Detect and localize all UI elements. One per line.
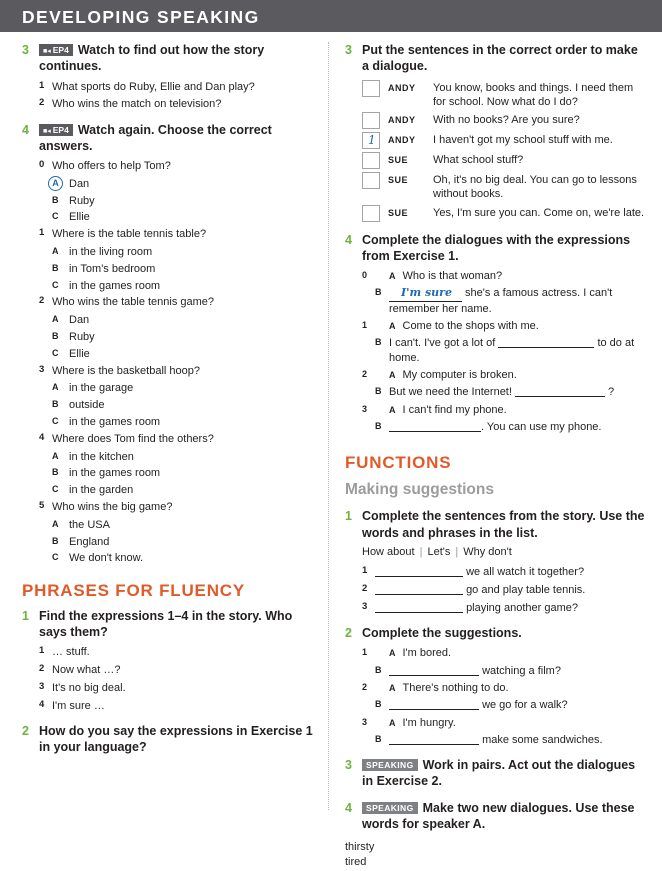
speaker-name: ANDY	[388, 82, 416, 93]
answer-option-selected[interactable]: A Dan	[39, 177, 317, 191]
order-box[interactable]	[362, 112, 380, 129]
answer-option[interactable]: B England	[52, 535, 110, 548]
answer-blank[interactable]	[375, 583, 463, 595]
exercise-3-watch	[22, 42, 317, 112]
exercise-1-functions	[345, 508, 645, 615]
answer-blank[interactable]	[389, 664, 479, 676]
answer-option[interactable]: B Ruby	[52, 331, 95, 344]
gap-sentence: 2 go and play table tennis.	[362, 582, 586, 596]
word-item: thirsty	[345, 841, 375, 854]
speaker-name: ANDY	[388, 135, 416, 146]
exercise-instruction: Put the sentences in the correct order to make a dialogue.	[362, 43, 638, 74]
speaker-name: SUE	[388, 207, 409, 218]
dialogue-text: Yes, I'm sure you can. Come on, we're late.	[433, 206, 645, 219]
section-heading-functions: FUNCTIONS	[345, 453, 452, 473]
left-column	[22, 42, 317, 766]
question-item: 3 Where is the basketball hoop?	[39, 363, 200, 377]
dialogue-ordering	[362, 80, 645, 222]
dialogue-text: I haven't got my school stuff with me.	[433, 134, 613, 147]
exercise-3-order	[345, 42, 645, 222]
answer-option[interactable]: A in the kitchen	[52, 450, 134, 463]
dialogue-b-line: B make some sandwiches.	[375, 733, 603, 746]
dialogue-line	[362, 80, 645, 110]
expression-item: 1 … stuff.	[39, 645, 90, 659]
speaker-name: SUE	[388, 175, 409, 186]
exercise-instruction: SPEAKING Work in pairs. Act out the dialogues in Exercise 2.	[362, 758, 636, 789]
dialogue-line	[362, 172, 645, 202]
word-option: Let's	[427, 545, 451, 558]
exercise-number: 1	[22, 608, 29, 623]
video-episode-badge[interactable]: ■◂ EP4	[39, 44, 73, 56]
answer-option[interactable]: C Ellie	[52, 347, 90, 360]
expression-item: 3 It's no big deal.	[39, 680, 126, 694]
dialogue-a-line: 0 A Who is that woman?	[362, 270, 503, 283]
question-item: 5 Who wins the big game?	[39, 500, 173, 514]
answer-blank[interactable]	[515, 385, 605, 397]
dialogue-b-line: B I can't. I've got a lot of to do at home.	[375, 337, 635, 364]
exercise-instruction: ■◂ EP4 Watch to find out how the story continues.	[39, 43, 265, 74]
question-item: 1 Where is the table tennis table?	[39, 227, 207, 241]
answer-option[interactable]: A in the garage	[52, 382, 134, 395]
speaker-name: SUE	[388, 155, 409, 166]
answer-option[interactable]: C We don't know.	[52, 552, 144, 565]
word-list: How about | Let's | Why don't	[362, 545, 512, 558]
exercise-number: 2	[345, 626, 352, 641]
dialogue-line	[362, 205, 645, 222]
exercise-4-choose	[22, 122, 317, 566]
answer-option[interactable]: A in the living room	[52, 246, 153, 259]
dialogue-a-line: 2 A My computer is broken.	[362, 368, 517, 381]
order-box[interactable]	[362, 80, 380, 97]
column-divider	[328, 42, 329, 810]
exercise-number: 2	[22, 724, 29, 738]
exercise-number: 3	[22, 43, 29, 57]
banner-title: DEVELOPING SPEAKING	[22, 7, 260, 27]
answer-option[interactable]: C in the games room	[52, 279, 161, 292]
exercise-instruction: Find the expressions 1–4 in the story. Who says them?	[39, 608, 293, 640]
gap-sentence: 1 we all watch it together?	[362, 565, 585, 579]
speaker-a-word-list	[345, 840, 645, 870]
order-box[interactable]	[362, 205, 380, 222]
speaking-badge: SPEAKING	[362, 802, 418, 814]
exercise-3-speaking	[345, 757, 645, 790]
dialogue-b-line: B . You can use my phone.	[375, 420, 602, 433]
dialogue-a-line: 3 A I'm hungry.	[362, 716, 456, 729]
speaking-badge: SPEAKING	[362, 759, 418, 771]
dialogue-a-line: 1 A I'm bored.	[362, 647, 452, 660]
exercise-4-complete-dialogues	[345, 232, 645, 434]
selected-circle-mark: A	[48, 176, 63, 191]
answer-option[interactable]: B in the games room	[52, 467, 161, 480]
dialogue-b-line: B we go for a walk?	[375, 699, 568, 712]
section-heading-phrases: PHRASES FOR FLUENCY	[22, 580, 245, 600]
dialogue-a-line: 3 A I can't find my phone.	[362, 403, 507, 416]
exercise-4-speaking	[345, 800, 645, 833]
video-camera-icon: ■◂	[43, 127, 51, 135]
answer-option[interactable]: C Ellie	[52, 211, 90, 224]
dialogue-text: What school stuff?	[433, 154, 524, 167]
dialogue-gap-list	[362, 269, 645, 434]
exercise-1-phrases	[22, 608, 317, 713]
expression-item: 4 I'm sure …	[39, 698, 105, 712]
exercise-instruction: ■◂ EP4 Watch again. Choose the correct answers.	[39, 122, 272, 153]
speaker-name: ANDY	[388, 115, 416, 126]
exercise-number: 4	[22, 122, 29, 137]
exercise-2-suggestions	[345, 625, 645, 747]
word-item: tired	[345, 856, 367, 869]
answer-option[interactable]: A Dan	[52, 314, 90, 327]
answer-option[interactable]: C in the garden	[52, 484, 134, 497]
dialogue-b-line: B watching a film?	[375, 664, 561, 677]
exercise-instruction: SPEAKING Make two new dialogues. Use these words for speaker A.	[362, 800, 635, 831]
right-column	[345, 42, 645, 871]
dialogue-b-line: B I'm sure she's a famous actress. I can't remember her name.	[375, 286, 613, 315]
order-box-filled[interactable]	[362, 132, 380, 149]
order-box[interactable]	[362, 152, 380, 169]
word-option: Why don't	[463, 545, 512, 558]
answer-option[interactable]: A the USA	[52, 518, 110, 531]
dialogue-line	[362, 152, 645, 169]
multiple-choice-list	[39, 159, 317, 566]
exercise-instruction: Complete the suggestions.	[362, 626, 522, 641]
subsection-heading: Making suggestions	[345, 481, 494, 499]
exercise-2-phrases	[22, 723, 317, 756]
expression-item: 2 Now what …?	[39, 663, 121, 677]
answer-blank[interactable]	[498, 336, 594, 348]
question-item: 2 Who wins the table tennis game?	[39, 295, 215, 309]
answer-option[interactable]: B Ruby	[52, 194, 95, 207]
expression-list	[39, 645, 317, 713]
answer-blank[interactable]	[389, 420, 481, 432]
question-item: 4 Where does Tom find the others?	[39, 431, 214, 445]
exercise-number: 1	[345, 509, 352, 524]
dialogue-a-line: 1 A Come to the shops with me.	[362, 320, 539, 333]
exercise-instruction: Complete the sentences from the story. Use the words and phrases in the list.	[362, 509, 645, 540]
exercise-instruction: How do you say the expressions in Exercise 1 in your language?	[39, 724, 313, 755]
question-item: 0 Who offers to help Tom?	[39, 159, 171, 173]
answer-blank[interactable]	[375, 565, 463, 577]
question-list	[39, 80, 317, 112]
answer-option[interactable]: B outside	[52, 399, 105, 412]
page-banner	[0, 0, 662, 32]
dialogue-a-line: 2 A There's nothing to do.	[362, 681, 509, 694]
gap-sentence: 3 playing another game?	[362, 600, 578, 614]
dialogue-text: You know, books and things. I need them for school. Now what do I do?	[433, 81, 634, 108]
video-camera-icon: ■◂	[43, 48, 51, 55]
exercise-number: 4	[345, 800, 352, 815]
exercise-number: 3	[345, 43, 352, 57]
answer-option[interactable]: B in Tom's bedroom	[52, 262, 156, 275]
question-item: 1 What sports do Ruby, Ellie and Dan play?	[39, 79, 255, 93]
answer-blank[interactable]	[375, 601, 463, 613]
order-box[interactable]	[362, 172, 380, 189]
exercise-instruction: Complete the dialogues with the expressions from Exercise 1.	[362, 232, 631, 263]
word-option: How about	[362, 545, 415, 558]
dialogue-line	[362, 132, 645, 149]
dialogue-text: With no books? Are you sure?	[433, 114, 580, 127]
answer-blank[interactable]	[389, 733, 479, 745]
suggestion-list	[362, 646, 645, 747]
exercise-number: 3	[345, 758, 352, 773]
dialogue-text: Oh, it's no big deal. You can go to lessons without books.	[433, 174, 637, 201]
question-item: 2 Who wins the match on television?	[39, 97, 222, 111]
dialogue-line	[362, 112, 645, 129]
answer-option[interactable]: C in the games room	[52, 416, 161, 429]
video-episode-badge[interactable]: ■◂ EP4	[39, 124, 73, 136]
handwritten-number: 1	[368, 133, 376, 148]
answer-blank[interactable]	[389, 698, 479, 710]
exercise-number: 4	[345, 232, 352, 247]
dialogue-b-line: B But we need the Internet! ?	[375, 386, 615, 399]
handwritten-answer: I'm sure	[389, 286, 462, 301]
